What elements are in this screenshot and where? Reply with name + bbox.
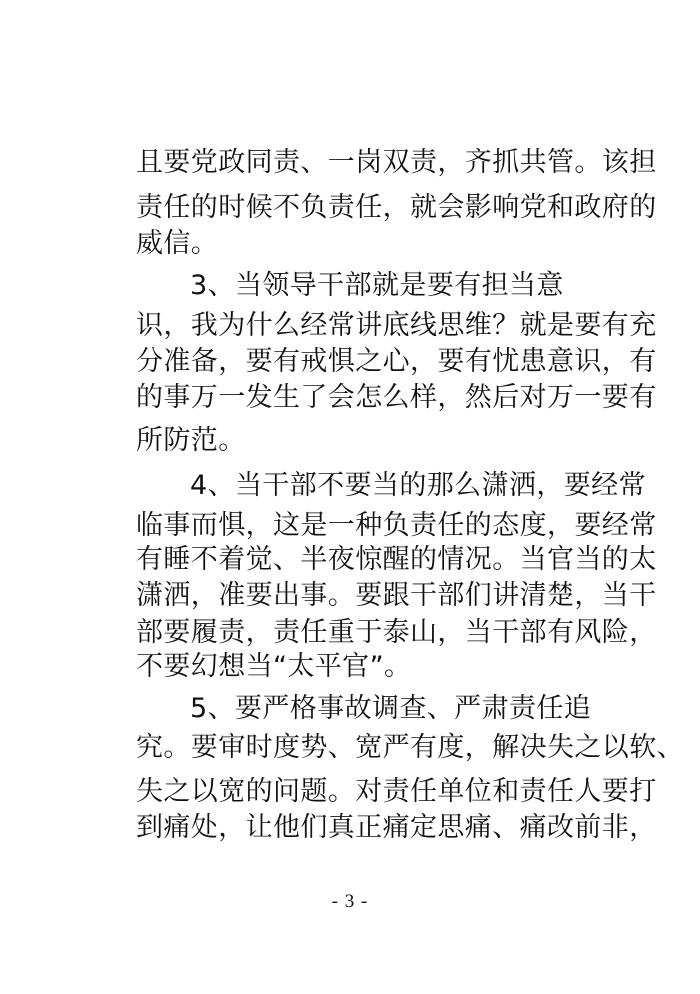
- text-line: 且要党政同责、一岗双责，齐抓共管。该担: [136, 147, 657, 178]
- text-line: 潇洒，准要出事。要跟干部们讲清楚，当干: [136, 580, 657, 611]
- paragraph-4-first-line: 4、当干部不要当的那么潇洒，要经常: [190, 470, 646, 501]
- paragraph-3-first-line: 3、当领导干部就是要有担当意: [190, 270, 564, 301]
- text-line: 分准备，要有戒惧之心，要有忧患意识，有: [136, 346, 657, 377]
- paragraph-5-first-line: 5、要严格事故调查、严肃责任追: [190, 693, 592, 724]
- text-line: 究。要审时度势、宽严有度，解决失之以软、: [136, 732, 684, 763]
- text-line: 失之以宽的问题。对责任单位和责任人要打: [136, 776, 657, 807]
- text-line: 识，我为什么经常讲底线思维？就是要有充: [136, 310, 657, 341]
- text-line: 部要履责，责任重于泰山，当干部有风险，: [136, 617, 657, 648]
- text-line: 有睡不着觉、半夜惊醒的情况。当官当的太: [136, 544, 657, 575]
- text-line: 所防范。: [136, 425, 246, 456]
- text-line: 威信。: [136, 228, 219, 259]
- page-number: - 3 -: [331, 891, 369, 912]
- text-line: 责任的时候不负责任，就会影响党和政府的: [136, 192, 657, 223]
- text-line: 到痛处，让他们真正痛定思痛、痛改前非，: [136, 812, 657, 843]
- text-line: 临事而惧，这是一种负责任的态度，要经常: [136, 510, 657, 541]
- text-line: 的事万一发生了会怎么样，然后对万一要有: [136, 382, 657, 413]
- text-line: 不要幻想当“太平官”。: [136, 651, 412, 682]
